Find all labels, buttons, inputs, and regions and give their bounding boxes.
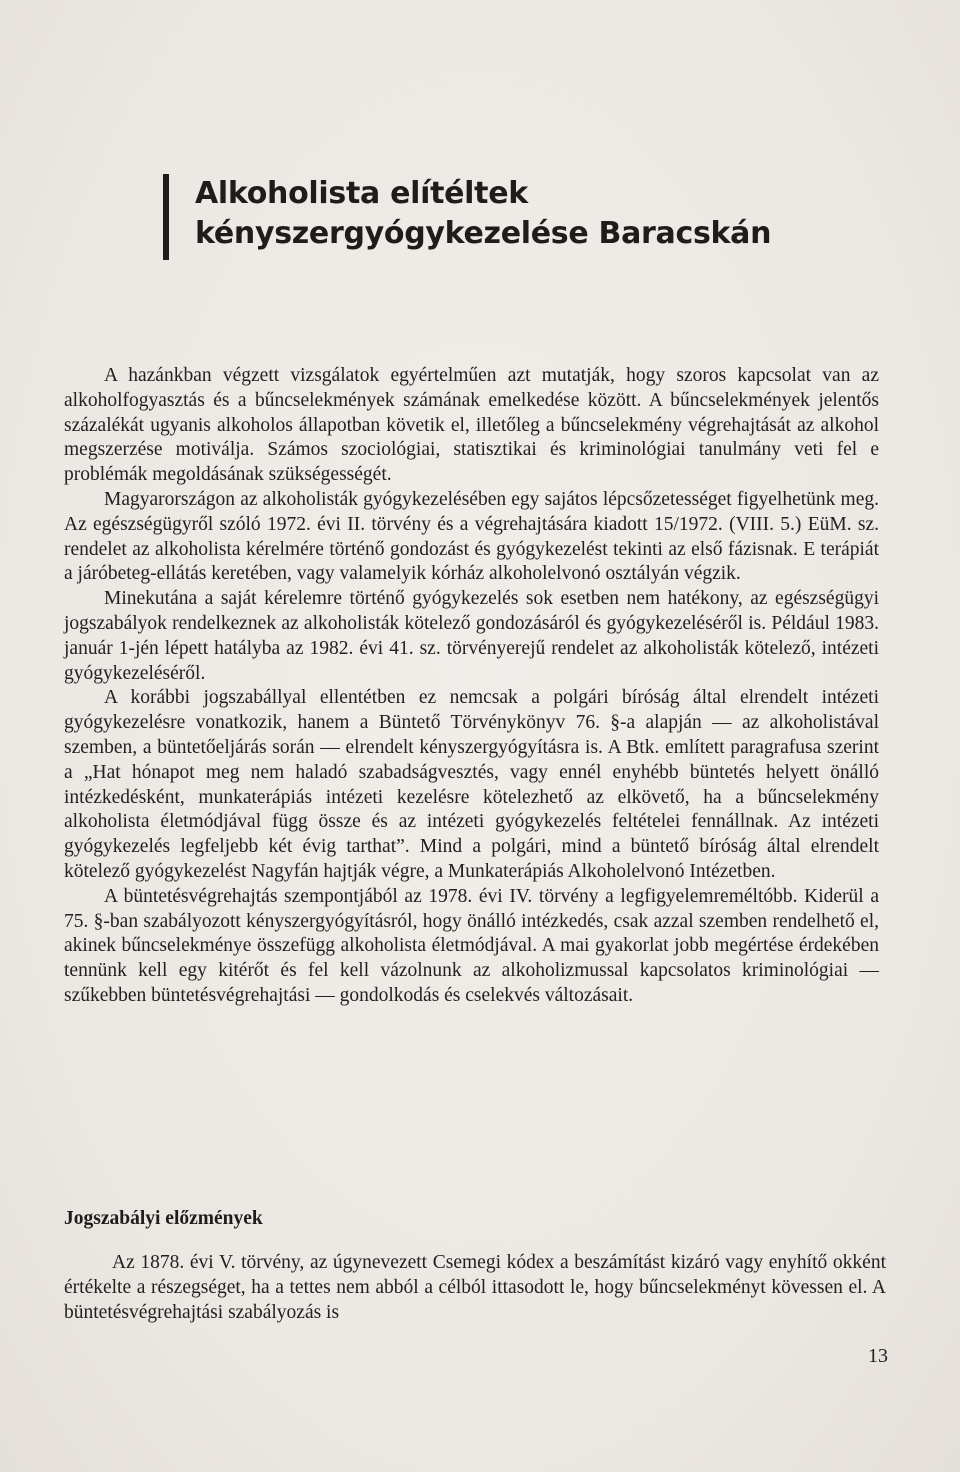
body-paragraph-3: Minekutána a saját kérelemre történő gyógykezelés sok esetben nem hatékony, az egészségügyi jogszabályok rendelkeznek az alkoholisták kötelező gondozásáról és gyógykezeléséről is. Például 1983. január 1-jén lépett hatályba az 1982. évi 41. sz. törvényerejű rendelet az alkoholisták kötelező, intézeti gyógykezeléséről.: [64, 588, 879, 684]
page-number: 13: [868, 1345, 888, 1367]
section-paragraph-1: Az 1878. évi V. törvény, az úgynevezett Csemegi kódex a beszámítást kizáró vagy enyhítő okként értékelte a részegséget, ha a tettes nem abból a célból ittasodott le, hogy bűncselekményt kövessen el. A büntetésvégrehajtási szabályozás is: [64, 1252, 886, 1323]
article-title-line-2: kényszergyógykezelése Baracskán: [195, 216, 772, 251]
body-paragraph-5: A büntetésvégrehajtás szempontjából az 1978. évi IV. törvény a legfigyelemreméltóbb. Kiderül a 75. §-ban szabályozott kényszergyógyításról, hogy önálló intézkedés, csak azzal szemben rendelhető el, akinek bűncselekménye összefügg alkoholista életmódjával. A mai gyakorlat jobb megértése érdekében tennünk kell egy kitérőt és fel kell vázolnunk az alkoholizmussal kapcsolatos kriminológiai — szűkebben büntetésvégrehajtási — gondolkodás és cselekvés változásait.: [64, 885, 879, 1006]
section-heading: Jogszabályi előzmények: [64, 1208, 263, 1229]
article-title: [163, 174, 771, 260]
body-paragraph-2: Magyarországon az alkoholisták gyógykezelésében egy sajátos lépcsőzetességet figyelhetünk meg. Az egészségügyről szóló 1972. évi II. törvény és a végrehajtására kiadott 15/1972. (VIII. 5.) EüM. sz. rendelet az alkoholista kérelmére történő gondozást és gyógykezelést tekinti az első fázisnak. E terápiát a járóbeteg-ellátás keretében, vagy valamelyik kórház alkoholelvonó osztályán végzik.: [64, 488, 879, 585]
body-paragraph-1: A hazánkban végzett vizsgálatok egyértelműen azt mutatják, hogy szoros kapcsolat van az alkoholfogyasztás és a bűncselekmények számának emelkedése között. A bűncselekmények jelentős százalékát ugyanis alkoholos állapotban követik el, illetőleg a bűncselekmény végrehajtását az alkohol megszerzése motiválja. Számos szociológiai, statisztikai és kriminológiai tanulmány veti fel e problémák megoldásának szükségességét.: [64, 365, 879, 486]
article-body: [64, 364, 879, 1009]
section-body: [64, 1250, 886, 1325]
body-paragraph-4: A korábbi jogszabállyal ellentétben ez nemcsak a polgári bíróság által elrendelt intézeti gyógykezelésre vonatkozik, hanem a Büntető Törvénykönyv 76. §-a alapján — az alkoholistával szemben, a büntetőeljárás során — elrendelt kényszergyógyításra is. A Btk. említett paragrafusa szerint a „Hat hónapot meg nem haladó szabadságvesztés, vagy ennél enyhébb büntetés helyett önálló intézkedésként, munkaterápiás intézeti kezelésre kötelezhető az elkövető, ha a bűncselekmény alkoholista életmódjával függ össze és az intézeti gyógykezelés feltételei fennállnak. Az intézeti gyógykezelés legfeljebb két évig tarthat”. Mind a polgári, mind a büntető bíróság által elrendelt kötelező gyógykezelést Nagyfán hajtják végre, a Munkaterápiás Alkoholelvonó Intézetben.: [64, 687, 879, 882]
article-title-line-1: Alkoholista elítéltek: [195, 176, 528, 211]
